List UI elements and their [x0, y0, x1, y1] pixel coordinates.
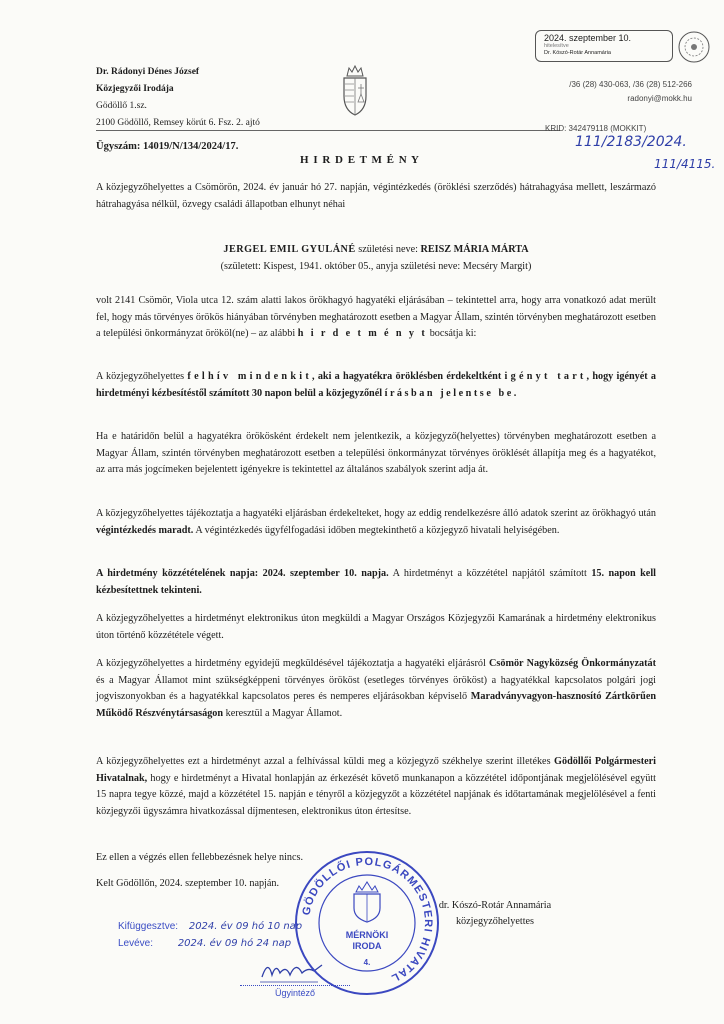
p2-spaced: h i r d e t m é n y t	[297, 328, 428, 340]
official-seal-icon	[292, 848, 442, 998]
office-address: 2100 Gödöllő, Remsey körút 6. Fsz. 2. ajtó	[96, 118, 260, 128]
removed-value: 2024. év 09 hó 24 nap	[177, 938, 292, 949]
deceased-block	[96, 242, 656, 275]
p8-company: Maradványvagyon-hasznosító Zártkörűen Működő Részvénytársaságon	[96, 691, 657, 719]
krid-number: KRID: 342479118 (MOKKIT)	[545, 124, 647, 133]
stamp-date: 2024. szeptember 10.	[544, 33, 632, 43]
office-city: Gödöllő 1.sz.	[96, 101, 147, 111]
p3-call: f e l h í v m i n d e n k i t , aki a hagyatékra öröklésben érdekeltként i g é n y t t a r t , hogy igényét a hirdetményi kézbesítéstől számított 30 napon belül a közjegyzőnél í r á s b a n j e l e n t s e b e .	[96, 371, 659, 399]
authentication-stamp	[535, 30, 673, 62]
intro-paragraph: A közjegyzőhelyettes a Csömörön, 2024. év január hó 27. napján, végintézkedés (öröklési szerződés) hátrahagyása mellett, leszármazó hátrahagyása nélkül, özvegy családi állapotban elhunyt néhai	[96, 182, 656, 210]
removed-label: Levéve:	[118, 938, 154, 949]
p8-municipality: Csömör Nagyközség Önkormányzatát	[489, 658, 657, 669]
seal-number: 4.	[363, 958, 371, 967]
birth-name: REISZ MÁRIA MÁRTA	[420, 244, 529, 255]
mayor-office-paragraph	[96, 754, 656, 820]
coat-of-arms-icon	[338, 62, 372, 118]
stamp-name: Dr. Kószó-Rotár Annamária	[544, 50, 611, 56]
will-paragraph	[96, 506, 656, 539]
case-number: Ügyszám: 14019/N/134/2024/17.	[96, 141, 239, 152]
p8-text: A közjegyzőhelyettes a hirdetmény egyidejű megküldésével tájékoztatja a hagyatéki eljárásról	[96, 658, 486, 669]
seal-mark-icon	[677, 30, 711, 64]
letterhead-left	[96, 64, 316, 132]
posted-value: 2024. év 09 hó 10 nap	[188, 921, 303, 932]
notary-name: Dr. Rádonyi Dénes József	[96, 67, 200, 77]
seal-center-line2: IRODA	[352, 941, 382, 951]
p2-text: volt 2141 Csömör, Viola utca 12. szám alatti lakos örökhagyó hagyatéki eljárásában – tekintettel arra, hogy arra vonatkozó adat merült fel, hogy más törvényes örökös hiányában törvényben meghatározott esetben a Magyar Állam, szintén törvényben meghatározott esetben a települési önkormányzat örököl(ne) – az alábbi	[96, 295, 656, 340]
dated-line: Kelt Gödöllőn, 2024. szeptember 10. napján.	[96, 878, 280, 889]
posted-label: Kifüggesztve:	[118, 921, 179, 932]
no-appeal-paragraph: Ez ellen a végzés ellen fellebbezésnek helye nincs.	[96, 852, 304, 863]
header-divider	[96, 130, 560, 131]
p6-bold: 15. napon kell kézbesítettnek tekinteni.	[96, 568, 656, 596]
chamber-paragraph: A közjegyzőhelyettes a hirdetményt elektronikus úton megküldi a Magyar Országos Közjegyzői Kamarának a hirdetmény elektronikus úton történő közzététele végett.	[96, 613, 656, 641]
signer-title: közjegyzőhelyettes	[455, 916, 535, 927]
state-paragraph	[96, 656, 656, 722]
p8-middle: és a Magyar Államot mint szükségképpeni törvényes örököst (esetleges törvényes örököst) a hagyatékkal kapcsolatos polgári jogi jogviszonyokban és a hagyatékkal kapcsolatos peres és nemperes eljárásokban képviselő	[96, 674, 656, 703]
posting-stamp	[118, 918, 302, 952]
stamp-line: hitelesítve	[544, 43, 569, 49]
office-name: Közjegyzői Irodája	[96, 84, 174, 94]
deadline-paragraph: Ha e határidőn belül a hagyatékra örökösként érdekelt nem jelentkezik, a közjegyző(helyettes) törvényben meghatározott esetben a Magyar Állam, szintén törvényben meghatározott esetben a települési önkormányzat törvényes öröklését állapítja meg és a hagyatékot, az arra más jogcímeken bejelentett igényekre is tekintettel az általános szabályok szerint adja át.	[96, 431, 656, 476]
seal-ring-text: GÖDÖLLŐI POLGÁRMESTERI HIVATAL	[300, 855, 435, 985]
residence-paragraph	[96, 293, 656, 343]
publication-paragraph	[96, 566, 656, 599]
handwritten-reference-1: 111/2183/2024.	[575, 134, 687, 150]
signature-block	[420, 898, 570, 930]
p9-end: hogy e hirdetményt a Hivatal honlapján az érkezését követő munkanapon a közzététel időpontjának megjelölésével együtt 15 napra tegye közzé, majd a közzététel 15. napján e tényről a közjegyzőt a közzététel napjának és időtartamának megjelölésével a fenti közjegyzői ügyszámra hivatkozással díjmentesen, elektronikus úton értesítse.	[96, 772, 656, 817]
p5-end: A végintézkedés ügyfélfogadási időben megtekinthető a közjegyző hivatali helyiségében.	[195, 524, 560, 536]
contact-block	[522, 78, 692, 106]
seal-center-line1: MÉRNÖKI	[345, 930, 389, 940]
deceased-name: JERGEL EMIL GYULÁNÉ	[223, 244, 356, 255]
email-address: radonyi@mokk.hu	[627, 94, 692, 103]
phone-numbers: /36 (28) 430-063, /36 (28) 512-266	[569, 80, 692, 89]
p6-date: A hirdetmény közzétételének napja: 2024. szeptember 10. napja.	[96, 568, 389, 579]
clerk-label: Ügyintéző	[240, 985, 350, 998]
document-title: H I R D E T M É N Y	[300, 154, 420, 166]
p5-bold: végintézkedés maradt.	[96, 524, 194, 536]
call-paragraph	[96, 369, 659, 402]
p3-lead: A közjegyzőhelyettes	[96, 371, 185, 382]
handwritten-reference-2: 111/4115.	[654, 157, 716, 171]
p5-text: A közjegyzőhelyettes tájékoztatja a hagyatéki eljárásban érdekelteket, hogy az eddig rendelkezésre álló adatok szerint az örökhagyó után	[96, 508, 656, 519]
p9-office: Gödöllői Polgármesteri Hivatalnak,	[96, 756, 656, 784]
p8-end: keresztül a Magyar Államot.	[225, 707, 343, 719]
signer-name: dr. Kószó-Rotár Annamária	[438, 900, 552, 911]
p9-text: A közjegyzőhelyettes ezt a hirdetményt azzal a felhívással küldi meg a közjegyző székhelye szerint illetékes	[96, 756, 551, 767]
p6-text: A hirdetményt a közzététel napjától számított	[392, 568, 587, 579]
birth-info: (született: Kispest, 1941. október 05., anyja születési neve: Mecséry Margit)	[220, 260, 532, 272]
birth-name-label: születési neve:	[358, 244, 418, 255]
p2-end: bocsátja ki:	[429, 328, 477, 340]
